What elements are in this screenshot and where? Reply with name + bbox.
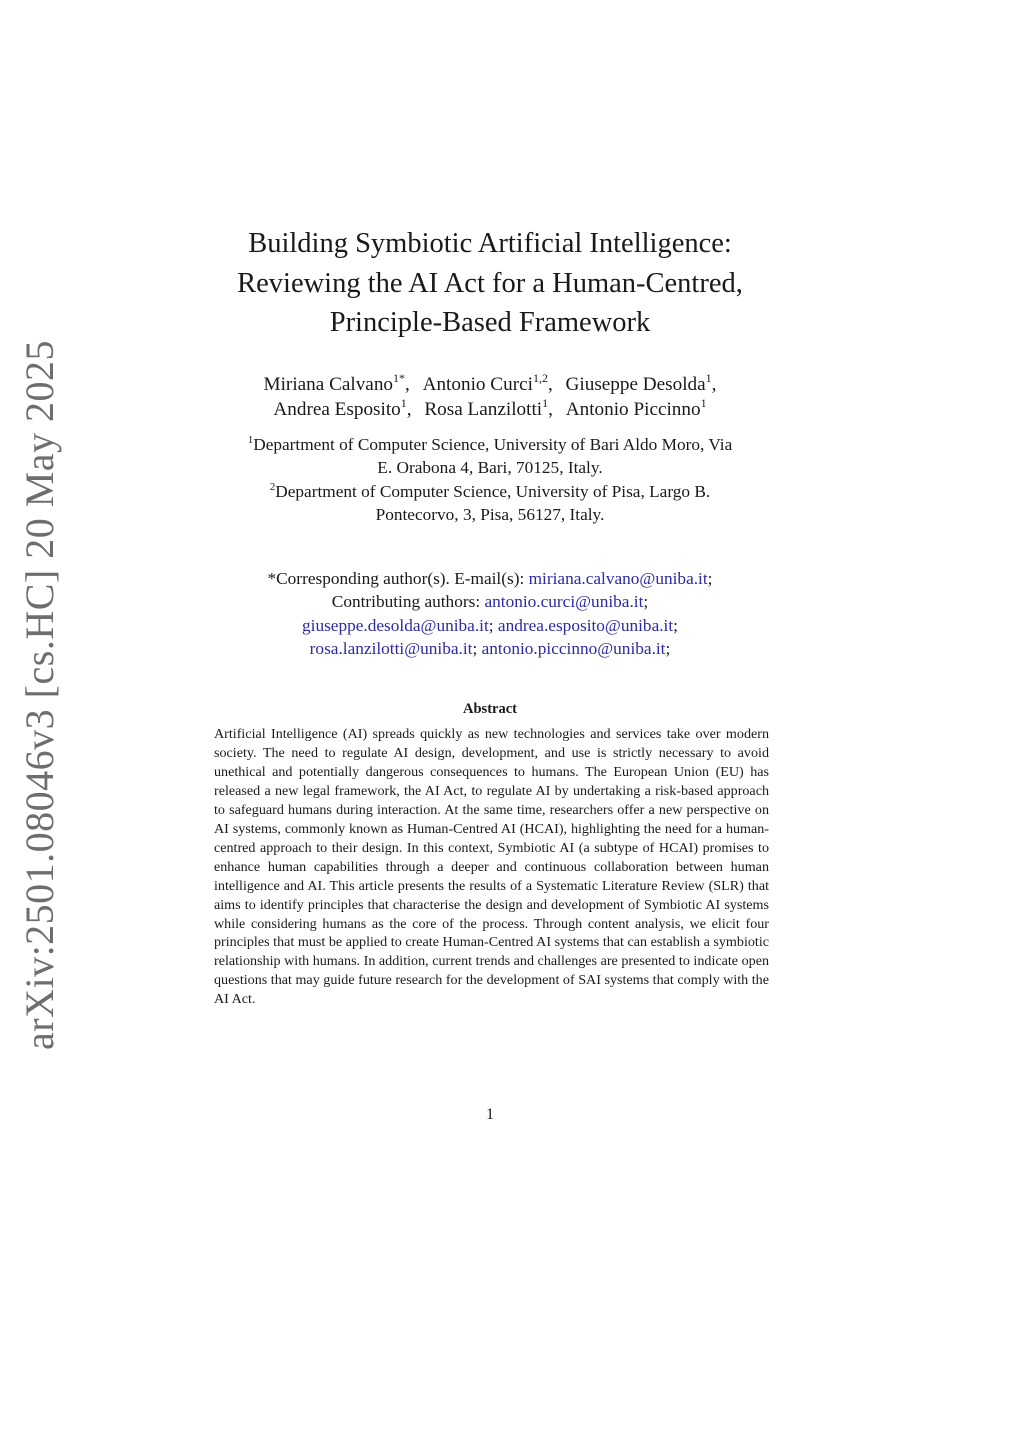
author-affiliation-mark: 1*	[393, 371, 406, 385]
author	[422, 371, 553, 395]
abstract-heading: Abstract	[463, 701, 517, 717]
page-number: 1	[486, 1106, 494, 1123]
email-link-esposito[interactable]: andrea.esposito@uniba.it	[497, 615, 674, 635]
title-line: Building Symbiotic Artificial Intelligence:	[248, 228, 732, 259]
corresponding-label: *Corresponding author(s). E-mail(s):	[267, 569, 525, 588]
author-list	[140, 372, 840, 422]
contributing-authors-line	[140, 590, 840, 613]
author-name: Antonio Piccinno	[565, 399, 701, 420]
affiliation-line: Department of Computer Science, University of Bari Aldo Moro, Via	[253, 435, 733, 454]
affiliation-list	[140, 433, 840, 527]
author-separator: ,	[406, 399, 412, 420]
affiliation-line: Pontecorvo, 3, Pisa, 56127, Italy.	[375, 505, 605, 525]
email-line	[140, 614, 840, 637]
author-separator: ,	[711, 374, 717, 395]
title-line: Reviewing the AI Act for a Human-Centred,	[237, 267, 743, 299]
author-affiliation-mark: 1	[700, 396, 707, 410]
email-link-curci[interactable]: antonio.curci@uniba.it	[484, 592, 644, 612]
author-line	[140, 372, 840, 397]
author	[273, 396, 412, 420]
corresponding-email-link[interactable]: miriana.calvano@uniba.it	[528, 569, 708, 588]
contact-block	[140, 567, 840, 661]
affiliation-line: E. Orabona 4, Bari, 70125, Italy.	[377, 458, 603, 478]
email-link-piccinno[interactable]: antonio.piccinno@uniba.it	[481, 639, 666, 659]
author	[565, 371, 717, 395]
author-separator: ,	[405, 374, 410, 395]
author-separator: ,	[547, 374, 553, 395]
author-line	[140, 397, 840, 422]
contributing-label: Contributing authors:	[331, 592, 481, 612]
affiliation-mark: 2	[269, 480, 276, 493]
author	[565, 396, 707, 420]
affiliation	[140, 480, 840, 503]
arxiv-identifier-stamp: arXiv:2501.08046v3 [cs.HC] 20 May 2025	[17, 339, 62, 1050]
author	[263, 371, 410, 395]
author-separator: ,	[548, 399, 553, 420]
affiliation-line: Department of Computer Science, University of Pisa, Largo B.	[275, 481, 711, 501]
author-affiliation-mark: 1	[542, 396, 549, 410]
email-link-desolda[interactable]: giuseppe.desolda@uniba.it	[302, 615, 489, 635]
title-line: Principle-Based Framework	[329, 307, 651, 338]
author-name: Giuseppe Desolda	[565, 374, 706, 395]
author-name: Antonio Curci	[422, 374, 533, 395]
author-name: Rosa Lanzilotti	[424, 399, 543, 420]
email-separator: ;	[707, 569, 713, 588]
email-link-lanzilotti[interactable]: rosa.lanzilotti@uniba.it	[309, 639, 473, 659]
affiliation	[140, 433, 840, 456]
author-name: Miriana Calvano	[263, 374, 394, 395]
email-separator: ;	[488, 615, 494, 635]
author	[424, 396, 553, 420]
author-affiliation-mark: 1,2	[532, 371, 548, 385]
email-separator: ;	[472, 639, 478, 659]
paper-title	[140, 224, 840, 343]
author-name: Andrea Esposito	[273, 399, 401, 420]
email-separator: ;	[665, 639, 671, 659]
email-separator: ;	[673, 615, 678, 635]
email-separator: ;	[643, 592, 649, 612]
author-affiliation-mark: 1	[400, 396, 407, 410]
corresponding-author-line	[140, 567, 840, 590]
author-affiliation-mark: 1	[705, 371, 712, 385]
affiliation-mark: 1	[247, 434, 254, 446]
email-line	[140, 637, 840, 660]
abstract-body: Artificial Intelligence (AI) spreads quickly as new technologies and services take over modern society. The need to regulate AI design, development, and use is strictly necessary to avoid unethical and potentially dangerous consequences to humans. The European Union (EU) has released a new legal framework, the AI Act, to regulate AI by undertaking a risk-based approach to safeguard humans during interaction. At the same time, researchers offer a new perspective on AI systems, commonly known as Human-Centred AI (HCAI), highlighting the need for a human-centred approach to their design. In this context, Symbiotic AI (a subtype of HCAI) promises to enhance human capabilities through a deeper and continuous collaboration between human intelligence and AI. This article presents the results of a Systematic Literature Review (SLR) that aims to identify principles that characterise the design and development of Symbiotic AI systems while considering humans as the core of the process. Through content analysis, we elicit four principles that must be applied to create Human-Centred AI systems that can establish a symbiotic relationship with humans. In addition, current trends and challenges are presented to indicate open questions that may guide future research for the development of SAI systems that comply with the AI Act.	[214, 726, 769, 1008]
